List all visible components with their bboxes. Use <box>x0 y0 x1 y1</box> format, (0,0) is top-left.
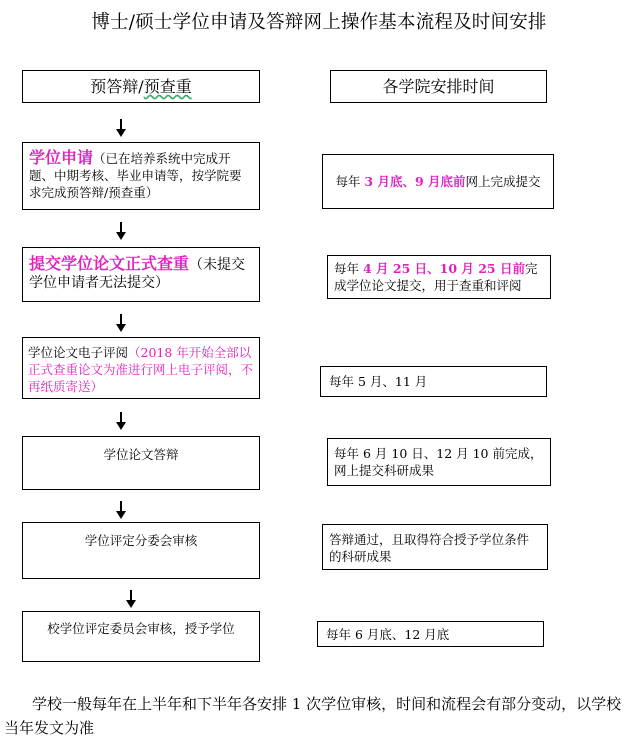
t2-post: 完成学位论文提交，用于查重和评阅 <box>334 261 538 293</box>
t1-pre: 每年 <box>335 174 365 189</box>
footer-note <box>4 692 634 740</box>
e-review-note: （2018 年开始全部以正式查重论文为准进行网上电子评阅，不再纸质寄送） <box>28 345 254 394</box>
down-arrow-icon <box>116 412 126 430</box>
review-period-box <box>320 366 547 397</box>
down-arrow-icon <box>116 314 126 332</box>
review-period-label: 每年 5 月、11 月 <box>329 374 428 389</box>
defense-deadline-label: 每年 6 月 10 日、12 月 10 前完成，网上提交科研成果 <box>334 446 543 478</box>
t2-pre: 每年 <box>334 261 363 276</box>
e-review-box <box>22 337 260 399</box>
college-schedule-header <box>330 70 547 103</box>
final-review-label: 每年 6 月底、12 月底 <box>326 626 450 642</box>
sub-committee-box <box>22 522 260 579</box>
college-schedule-label: 各学院安排时间 <box>382 77 495 96</box>
degree-application-heading: 学位申请 <box>29 148 94 167</box>
down-arrow-icon <box>116 119 126 137</box>
pre-defense-label: 预答辩/ <box>90 77 144 96</box>
university-committee-label: 校学位评定委员会审核，授予学位 <box>47 621 235 636</box>
e-review-lead: 学位论文电子评阅 <box>28 345 129 360</box>
thesis-defense-box <box>22 436 260 490</box>
degree-application-box <box>22 142 260 210</box>
formal-check-detail: （未提交学位申请者无法提交） <box>29 257 246 291</box>
formal-check-box <box>22 247 260 302</box>
sub-committee-label: 学位评定分委会审核 <box>84 533 198 548</box>
page-title: 博士/硕士学位申请及答辩网上操作基本流程及时间安排 <box>91 12 547 33</box>
formal-check-heading: 提交学位论文正式查重 <box>29 254 190 273</box>
submit-deadline-box-1 <box>322 154 554 209</box>
degree-application-detail: （已在培养系统中完成开题、中期考核、毕业申请等，按学院要求完成预答辩/预查重） <box>29 151 242 200</box>
final-review-box <box>317 621 544 647</box>
thesis-defense-label: 学位论文答辩 <box>103 447 179 462</box>
t1-post: 网上完成提交 <box>465 174 541 189</box>
down-arrow-icon <box>116 222 126 240</box>
defense-deadline-box <box>327 438 551 486</box>
pre-check-label: 预查重 <box>143 77 192 96</box>
t2-highlight: 4 月 25 日、10 月 25 日前 <box>362 261 525 276</box>
down-arrow-icon <box>116 501 126 519</box>
submit-deadline-box-2 <box>327 255 551 299</box>
university-committee-box <box>22 611 260 662</box>
defense-pass-label: 答辩通过，且取得符合授予学位条件的科研成果 <box>329 532 530 564</box>
pre-defense-box <box>22 70 260 103</box>
footer-text: 学校一般每年在上半年和下半年各安排 1 次学位审核，时间和流程会有部分变动，以学校当年发文为准 <box>4 695 622 737</box>
defense-pass-box <box>322 524 548 570</box>
down-arrow-icon <box>126 590 136 608</box>
t1-highlight: 3 月底、9 月底前 <box>364 174 466 189</box>
